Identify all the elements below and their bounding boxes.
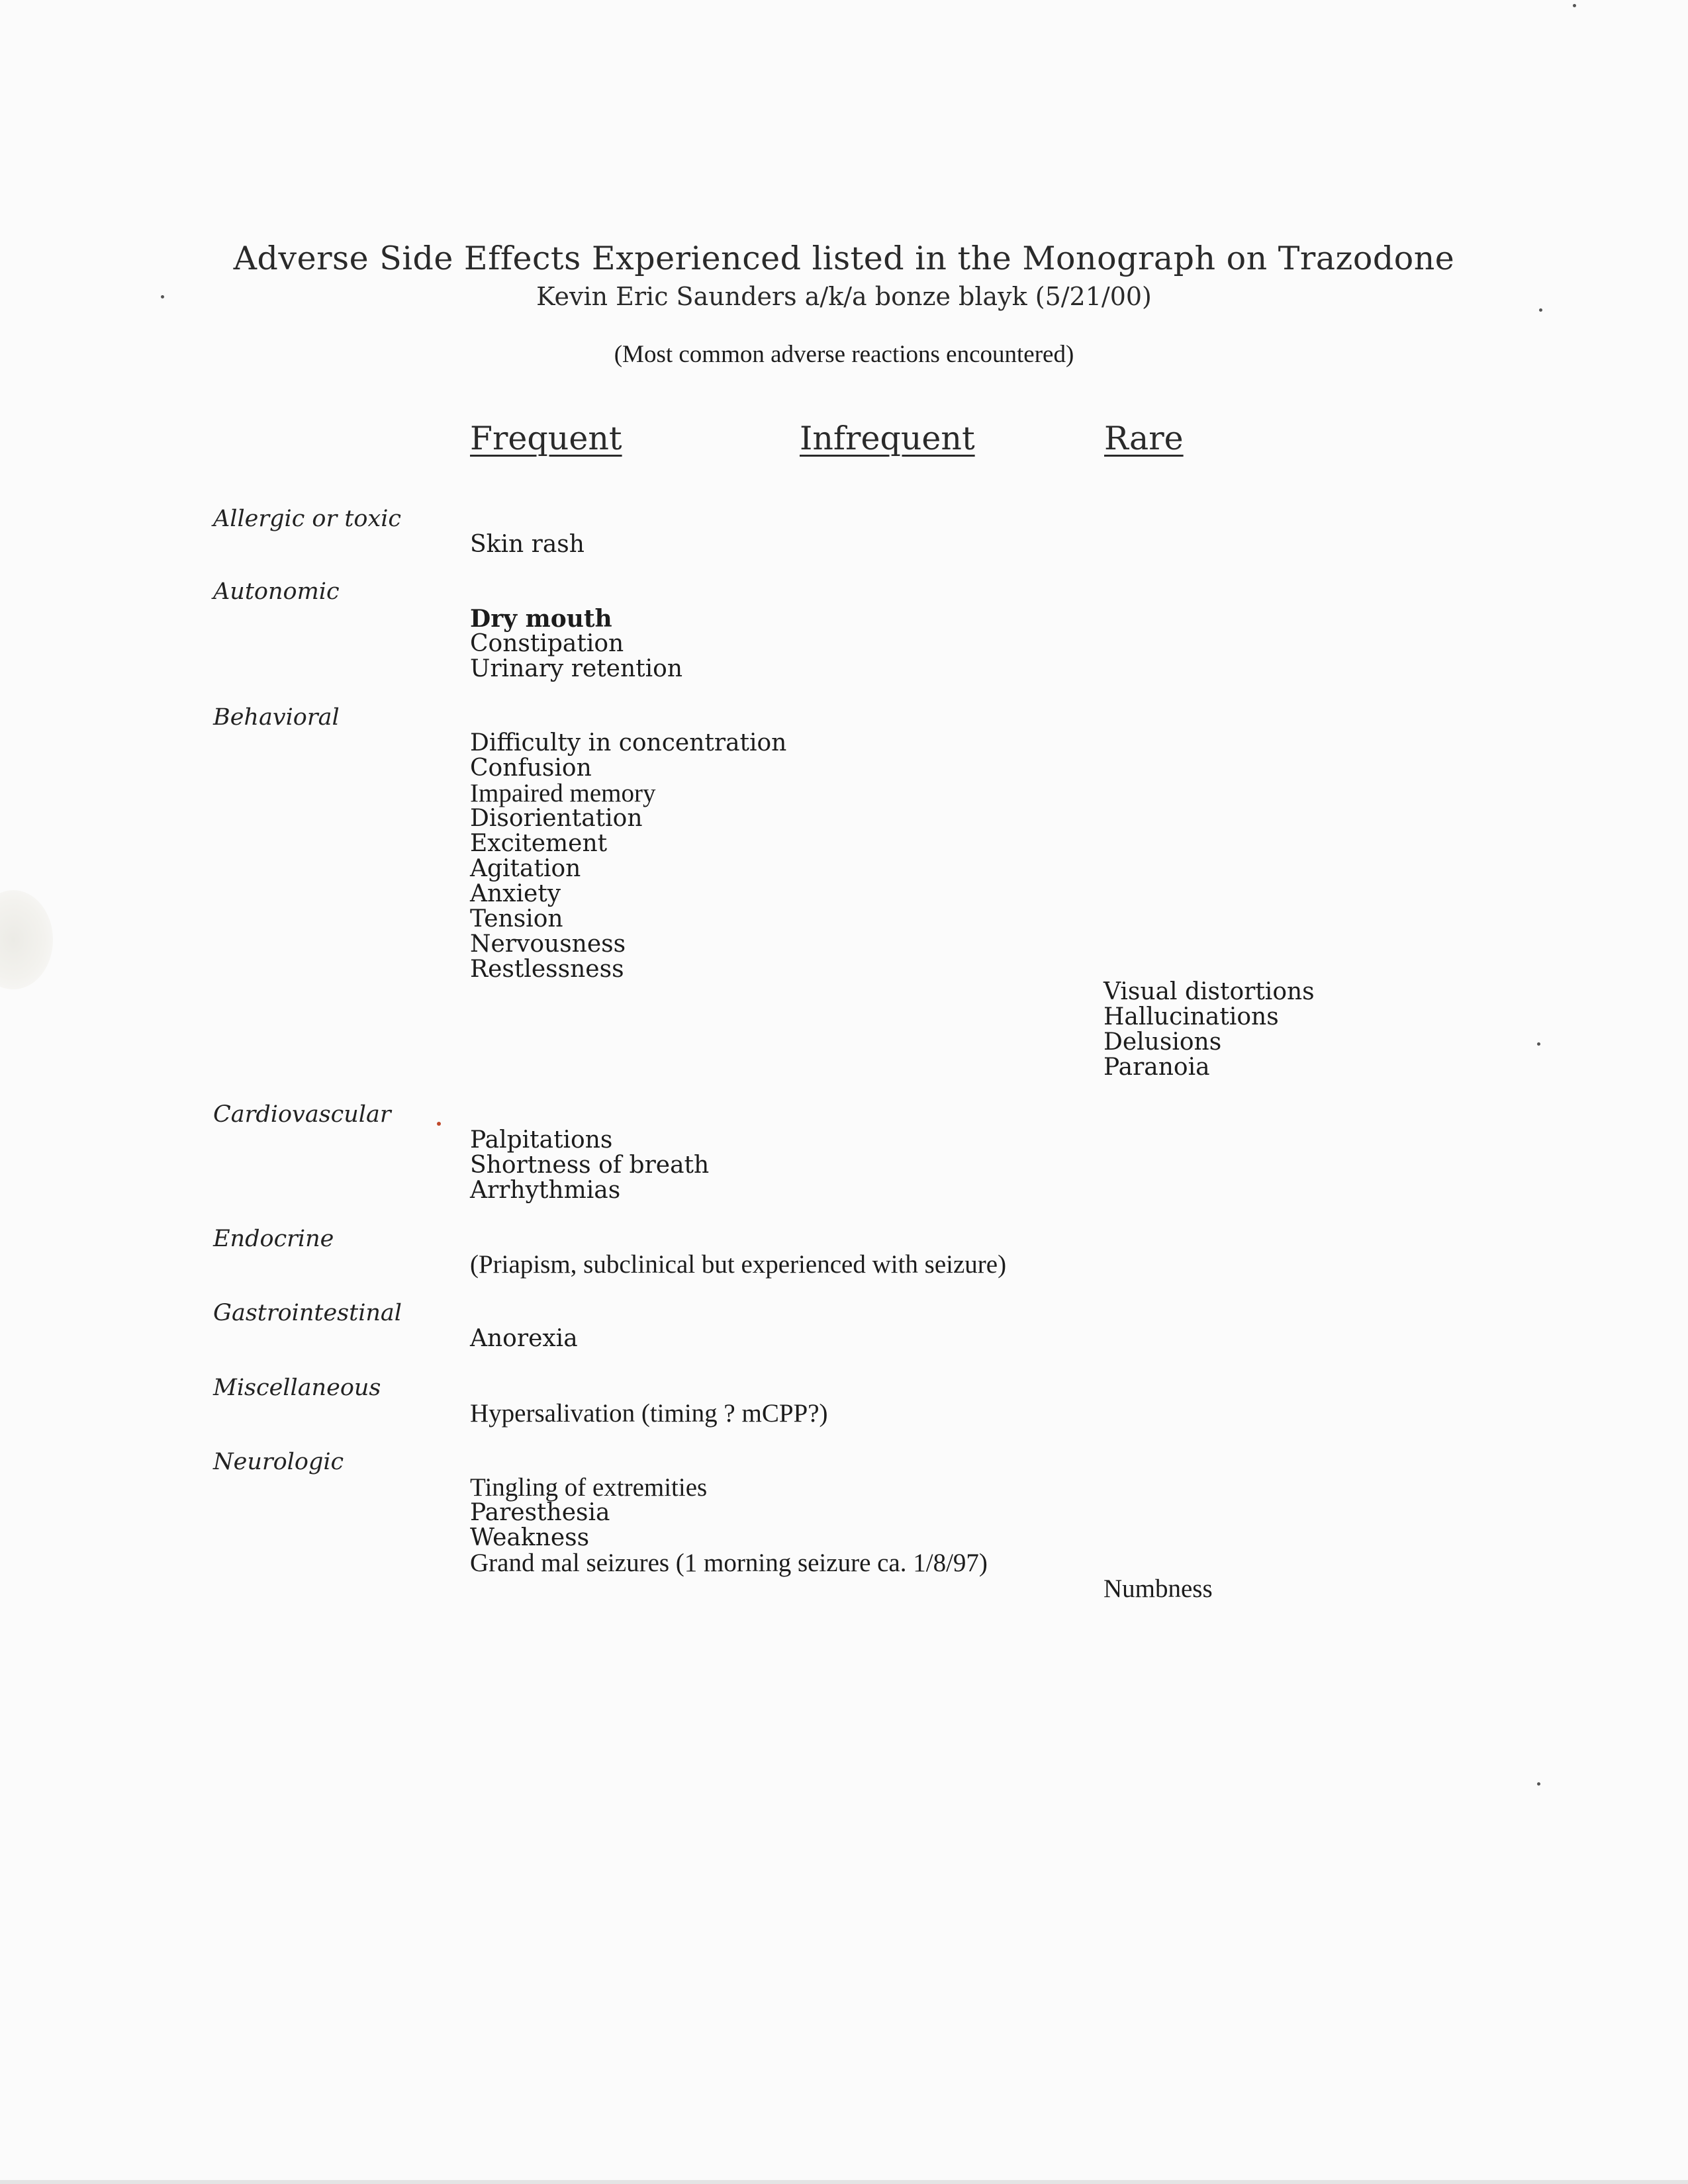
list-item: Anorexia xyxy=(470,1325,578,1352)
list-item: Tingling of extremities xyxy=(470,1473,708,1502)
list-item: Palpitations xyxy=(470,1126,613,1154)
list-item: Urinary retention xyxy=(470,655,683,682)
category-neurologic-label: Neurologic xyxy=(213,1449,344,1475)
list-item: Dry mouth xyxy=(470,605,612,633)
cardiovascular-frequent-list xyxy=(470,1128,709,1203)
speck xyxy=(437,1122,441,1126)
category-behavioral-label: Behavioral xyxy=(213,704,340,731)
category-gastrointestinal-label: Gastrointestinal xyxy=(213,1300,402,1326)
category-endocrine-label: Endocrine xyxy=(213,1226,334,1252)
column-header-frequent: Frequent xyxy=(470,420,622,457)
list-item: Numbness xyxy=(1103,1574,1213,1603)
speck xyxy=(1573,4,1576,7)
list-item: Excitement xyxy=(470,830,608,857)
list-item: (Priapism, subclinical but experienced with seizure) xyxy=(470,1250,1007,1279)
list-item: Constipation xyxy=(470,630,624,657)
page-subtitle: Kevin Eric Saunders a/k/a bonze blayk (5/21/00) xyxy=(536,282,1152,311)
list-item: Difficulty in concentration xyxy=(470,729,787,756)
list-item: Hallucinations xyxy=(1103,1003,1279,1030)
category-miscellaneous-label: Miscellaneous xyxy=(213,1375,381,1401)
list-item: Arrhythmias xyxy=(470,1177,621,1204)
allergic-frequent-list xyxy=(470,532,585,557)
list-item: Hypersalivation (timing ? mCPP?) xyxy=(470,1399,828,1428)
page-title: Adverse Side Effects Experienced listed in the Monograph on Trazodone xyxy=(233,240,1455,277)
list-item: Agitation xyxy=(470,855,581,882)
list-item: Impaired memory xyxy=(470,779,656,807)
list-item: Nervousness xyxy=(470,931,626,958)
speck xyxy=(1537,1782,1540,1786)
list-item: Disorientation xyxy=(470,805,643,832)
list-item: Tension xyxy=(470,905,563,933)
list-item: Restlessness xyxy=(470,956,624,983)
behavioral-frequent-list xyxy=(470,731,786,982)
page-note: (Most common adverse reactions encountered) xyxy=(614,341,1074,368)
neurologic-rare-list xyxy=(1103,1576,1213,1602)
autonomic-frequent-list xyxy=(470,606,682,682)
column-header-rare: Rare xyxy=(1104,420,1184,457)
behavioral-rare-list xyxy=(1103,979,1315,1080)
list-item: Skin rash xyxy=(470,531,585,558)
miscellaneous-frequent-list xyxy=(470,1401,828,1426)
page-bottom-edge xyxy=(0,2180,1688,2184)
category-allergic-label: Allergic or toxic xyxy=(213,506,402,532)
punch-hole-mark xyxy=(0,890,53,989)
list-item: Visual distortions xyxy=(1103,978,1315,1005)
list-item: Confusion xyxy=(470,754,592,782)
category-cardiovascular-label: Cardiovascular xyxy=(213,1101,391,1128)
list-item: Weakness xyxy=(470,1524,590,1551)
list-item: Shortness of breath xyxy=(470,1152,710,1179)
column-header-infrequent: Infrequent xyxy=(800,420,975,457)
speck xyxy=(1537,1042,1540,1046)
list-item: Paranoia xyxy=(1103,1054,1210,1081)
list-item: Delusions xyxy=(1103,1028,1222,1056)
list-item: Anxiety xyxy=(470,880,561,907)
gastrointestinal-frequent-list xyxy=(470,1326,578,1351)
category-autonomic-label: Autonomic xyxy=(213,578,340,605)
neurologic-frequent-list xyxy=(470,1475,988,1576)
list-item: Paresthesia xyxy=(470,1499,610,1526)
list-item: Grand mal seizures (1 morning seizure ca. 1/8/97) xyxy=(470,1549,988,1577)
endocrine-frequent-list xyxy=(470,1252,1006,1277)
